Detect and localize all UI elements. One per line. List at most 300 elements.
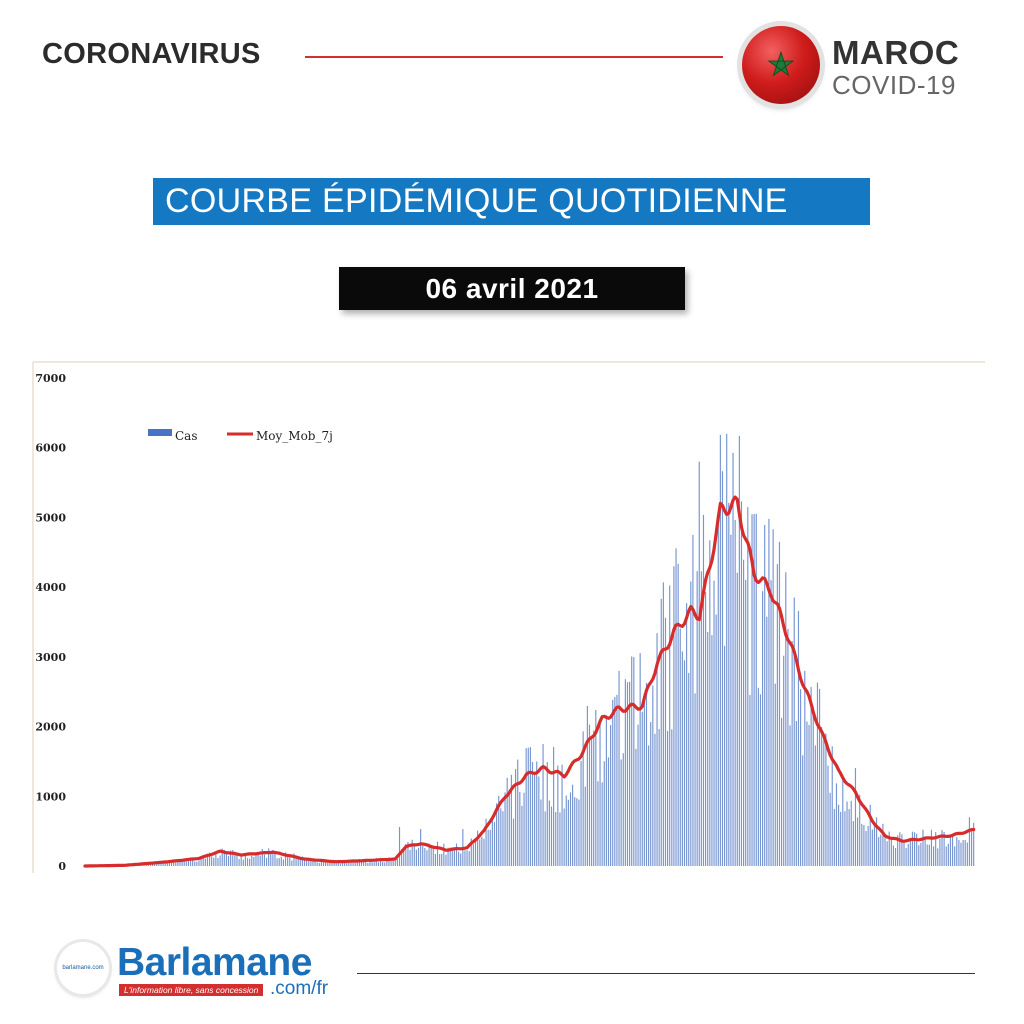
bar-daily-case — [239, 859, 240, 866]
bar-daily-case — [553, 747, 554, 866]
bar-daily-case — [865, 831, 866, 866]
bar-daily-case — [891, 839, 892, 866]
footer-tagline: L'information libre, sans concession — [119, 984, 263, 996]
bar-daily-case — [371, 862, 372, 866]
bar-daily-case — [823, 734, 824, 866]
bar-daily-case — [530, 747, 531, 866]
bar-daily-case — [768, 519, 769, 866]
bar-daily-case — [378, 862, 379, 866]
bar-daily-case — [762, 591, 763, 866]
bar-daily-case — [604, 761, 605, 866]
bar-daily-case — [173, 862, 174, 866]
bar-daily-case — [815, 745, 816, 866]
bar-daily-case — [279, 858, 280, 866]
bar-daily-case — [716, 615, 717, 866]
bar-daily-case — [156, 864, 157, 866]
bar-daily-case — [526, 748, 527, 866]
bar-daily-case — [608, 757, 609, 866]
bar-daily-case — [469, 851, 470, 866]
bar-daily-case — [787, 629, 788, 866]
bar-daily-case — [707, 632, 708, 866]
bar-daily-case — [880, 835, 881, 866]
bar-daily-case — [773, 529, 774, 866]
bar-daily-case — [925, 836, 926, 866]
bar-daily-case — [420, 829, 421, 866]
bar-daily-case — [386, 861, 387, 866]
bar-daily-case — [800, 689, 801, 866]
bar-daily-case — [918, 845, 919, 866]
bar-daily-case — [684, 660, 685, 866]
bar-daily-case — [914, 832, 915, 866]
bar-daily-case — [817, 683, 818, 866]
bar-daily-case — [851, 801, 852, 866]
footer-domain: .com/fr — [270, 978, 329, 999]
bar-daily-case — [274, 852, 275, 866]
bar-daily-case — [692, 535, 693, 866]
bar-daily-case — [811, 687, 812, 866]
bar-daily-case — [416, 850, 417, 866]
bar-daily-case — [825, 734, 826, 866]
bar-daily-case — [958, 840, 959, 866]
bar-daily-case — [954, 846, 955, 866]
bar-daily-case — [644, 693, 645, 866]
star-icon — [766, 50, 796, 80]
bar-daily-case — [857, 817, 858, 866]
bar-daily-case — [741, 501, 742, 866]
bar-daily-case — [863, 825, 864, 866]
bar-daily-case — [521, 806, 522, 866]
bar-daily-case — [443, 844, 444, 866]
bar-daily-case — [551, 807, 552, 866]
bar-daily-case — [277, 858, 278, 866]
bar-daily-case — [792, 641, 793, 866]
footer-brand: Barlamane — [117, 941, 312, 984]
bar-daily-case — [758, 688, 759, 866]
bar-daily-case — [545, 811, 546, 866]
bar-daily-case — [878, 837, 879, 866]
bar-daily-case — [618, 671, 619, 866]
bar-daily-case — [431, 846, 432, 866]
bar-daily-case — [775, 684, 776, 866]
bar-daily-case — [245, 856, 246, 866]
bar-daily-case — [384, 862, 385, 866]
bar-daily-case — [549, 800, 550, 866]
bar-daily-case — [832, 746, 833, 866]
bar-daily-case — [884, 836, 885, 866]
bar-daily-case — [217, 858, 218, 866]
bar-daily-case — [821, 727, 822, 866]
bar-daily-case — [781, 718, 782, 866]
bar-daily-case — [722, 471, 723, 866]
bar-daily-case — [243, 860, 244, 866]
bar-daily-case — [205, 859, 206, 866]
bar-daily-case — [494, 822, 495, 866]
bar-daily-case — [357, 862, 358, 866]
bar-daily-case — [211, 856, 212, 866]
bar-daily-case — [711, 635, 712, 866]
bar-daily-case — [743, 560, 744, 866]
bar-daily-case — [614, 697, 615, 866]
bar-daily-case — [445, 855, 446, 866]
bar-daily-case — [458, 852, 459, 866]
bar-daily-case — [747, 507, 748, 866]
bar-daily-case — [589, 725, 590, 866]
bar-daily-case — [654, 734, 655, 866]
bar-daily-case — [804, 671, 805, 866]
bar-daily-case — [895, 848, 896, 866]
bar-daily-case — [538, 777, 539, 866]
bar-daily-case — [281, 857, 282, 866]
bar-daily-case — [830, 793, 831, 866]
bar-daily-case — [574, 797, 575, 866]
bar-daily-case — [969, 817, 970, 866]
bar-daily-case — [665, 618, 666, 866]
bar-daily-case — [395, 861, 396, 866]
bar-daily-case — [956, 837, 957, 866]
bar-daily-case — [587, 706, 588, 866]
bar-daily-case — [602, 782, 603, 866]
bar-daily-case — [838, 805, 839, 866]
bar-daily-case — [901, 834, 902, 866]
bar-daily-case — [735, 520, 736, 866]
bar-daily-case — [561, 765, 562, 866]
bar-daily-case — [479, 839, 480, 866]
bar-daily-case — [846, 802, 847, 866]
morocco-flag-badge — [742, 26, 820, 104]
bar-daily-case — [948, 844, 949, 866]
bar-daily-case — [834, 809, 835, 866]
bar-daily-case — [728, 503, 729, 866]
bar-daily-case — [960, 843, 961, 866]
bar-daily-case — [194, 861, 195, 866]
bar-daily-case — [842, 775, 843, 866]
bar-daily-case — [646, 683, 647, 866]
bar-daily-case — [819, 689, 820, 866]
bar-daily-case — [327, 863, 328, 866]
bar-daily-case — [540, 799, 541, 866]
bar-daily-case — [939, 839, 940, 866]
y-tick-label: 5000 — [35, 511, 66, 525]
bar-daily-case — [319, 863, 320, 866]
date-label: 06 avril 2021 — [425, 272, 599, 304]
bar-daily-case — [547, 762, 548, 866]
bar-daily-case — [648, 745, 649, 866]
bar-daily-case — [682, 651, 683, 866]
bar-daily-case — [283, 859, 284, 866]
bar-daily-case — [783, 656, 784, 866]
bar-daily-case — [483, 839, 484, 866]
bar-daily-case — [836, 783, 837, 866]
bar-daily-case — [642, 712, 643, 866]
bar-daily-case — [266, 858, 267, 866]
brand-title: CORONAVIRUS — [42, 38, 261, 70]
epidemic-curve-chart — [30, 358, 990, 878]
bar-daily-case — [827, 766, 828, 866]
bar-daily-case — [637, 725, 638, 866]
bar-daily-case — [397, 859, 398, 866]
bar-daily-case — [855, 768, 856, 866]
bar-daily-case — [623, 753, 624, 866]
bar-daily-case — [220, 856, 221, 866]
bar-daily-case — [967, 843, 968, 866]
bar-daily-case — [802, 755, 803, 866]
bar-daily-case — [899, 832, 900, 866]
bar-daily-case — [481, 837, 482, 866]
bar-daily-case — [264, 854, 265, 866]
bar-daily-case — [340, 864, 341, 866]
logo-text: barlamane.com — [62, 965, 104, 971]
bar-daily-case — [439, 854, 440, 866]
bar-daily-case — [566, 796, 567, 866]
bar-daily-case — [749, 695, 750, 866]
bar-daily-case — [606, 715, 607, 866]
bar-daily-case — [433, 849, 434, 866]
bar-daily-case — [709, 540, 710, 866]
bar-daily-case — [699, 462, 700, 866]
bar-daily-case — [555, 812, 556, 866]
bar-daily-case — [534, 774, 535, 866]
bar-daily-case — [382, 862, 383, 866]
bar-daily-case — [570, 792, 571, 866]
bar-daily-case — [946, 846, 947, 866]
bar-daily-case — [893, 846, 894, 866]
bar-daily-case — [720, 435, 721, 866]
bar-daily-case — [612, 700, 613, 866]
bar-daily-case — [764, 525, 765, 866]
bar-daily-case — [849, 809, 850, 866]
bar-daily-case — [652, 686, 653, 866]
bar-daily-case — [289, 856, 290, 866]
bar-daily-case — [640, 653, 641, 866]
bar-daily-case — [175, 862, 176, 866]
bar-daily-case — [621, 759, 622, 866]
bar-daily-case — [475, 839, 476, 866]
bar-daily-case — [329, 863, 330, 866]
bar-daily-case — [745, 580, 746, 866]
bar-daily-case — [908, 844, 909, 866]
bar-daily-case — [633, 657, 634, 866]
bar-daily-case — [680, 628, 681, 866]
chart-title: COURBE ÉPIDÉMIQUE QUOTIDIENNE — [165, 182, 788, 220]
bar-daily-case — [509, 790, 510, 866]
bar-daily-case — [228, 856, 229, 866]
bar-daily-case — [798, 611, 799, 866]
bar-daily-case — [519, 792, 520, 866]
bar-daily-case — [667, 731, 668, 866]
bar-daily-case — [247, 858, 248, 866]
bar-daily-case — [760, 694, 761, 866]
bar-daily-case — [317, 862, 318, 866]
bar-daily-case — [517, 760, 518, 866]
bar-daily-case — [785, 572, 786, 866]
bar-daily-case — [868, 826, 869, 866]
bar-daily-case — [504, 792, 505, 866]
bar-daily-case — [777, 564, 778, 866]
bar-daily-case — [492, 820, 493, 866]
bar-daily-case — [625, 679, 626, 866]
legend-label-moy: Moy_Mob_7j — [256, 429, 333, 443]
y-tick-label: 7000 — [35, 372, 66, 385]
bar-daily-case — [167, 863, 168, 866]
bar-daily-case — [363, 862, 364, 866]
bar-daily-case — [813, 706, 814, 866]
bar-daily-case — [912, 832, 913, 866]
bar-daily-case — [568, 800, 569, 866]
bar-daily-case — [789, 725, 790, 866]
y-tick-label: 1000 — [35, 790, 66, 804]
bar-daily-case — [927, 845, 928, 866]
bar-daily-case — [794, 598, 795, 866]
bar-daily-case — [426, 850, 427, 866]
bar-daily-case — [572, 785, 573, 866]
bar-daily-case — [963, 840, 964, 866]
bar-daily-case — [418, 848, 419, 866]
bar-daily-case — [796, 721, 797, 866]
bar-daily-case — [513, 819, 514, 866]
bar-daily-case — [705, 592, 706, 866]
footer-rule — [357, 973, 975, 974]
bar-daily-case — [688, 673, 689, 866]
bar-daily-case — [874, 822, 875, 866]
bar-daily-case — [808, 725, 809, 866]
bar-daily-case — [950, 834, 951, 866]
bar-daily-case — [631, 656, 632, 866]
bar-daily-case — [756, 514, 757, 866]
y-tick-label: 0 — [58, 860, 66, 873]
bar-daily-case — [190, 860, 191, 866]
bar-daily-case — [490, 830, 491, 866]
bar-daily-case — [466, 850, 467, 866]
bar-daily-case — [203, 858, 204, 866]
bar-daily-case — [931, 830, 932, 866]
bar-daily-case — [635, 749, 636, 866]
bar-daily-case — [253, 857, 254, 866]
bar-daily-case — [859, 795, 860, 866]
bar-daily-case — [673, 566, 674, 866]
bar-daily-case — [367, 863, 368, 866]
bar-daily-case — [488, 830, 489, 866]
bar-daily-case — [718, 525, 719, 866]
daily-cases-bars — [87, 434, 975, 866]
title-banner — [153, 178, 870, 225]
bar-daily-case — [198, 860, 199, 866]
bar-daily-case — [922, 830, 923, 866]
bar-daily-case — [686, 603, 687, 866]
bar-daily-case — [844, 811, 845, 866]
bar-daily-case — [374, 862, 375, 866]
bar-daily-case — [726, 434, 727, 866]
bar-daily-case — [196, 862, 197, 866]
bar-daily-case — [580, 761, 581, 866]
bar-daily-case — [460, 854, 461, 866]
bar-daily-case — [659, 729, 660, 866]
bar-daily-case — [559, 812, 560, 866]
bar-daily-case — [251, 856, 252, 866]
bar-daily-case — [629, 682, 630, 866]
bar-daily-case — [564, 809, 565, 866]
bar-daily-case — [671, 729, 672, 866]
bar-daily-case — [861, 824, 862, 866]
bar-daily-case — [186, 861, 187, 866]
bar-daily-case — [937, 848, 938, 866]
bar-daily-case — [291, 861, 292, 866]
bar-daily-case — [403, 850, 404, 866]
bar-daily-case — [770, 580, 771, 866]
y-tick-label: 2000 — [35, 720, 66, 734]
bar-daily-case — [523, 793, 524, 866]
bar-daily-case — [737, 573, 738, 866]
bar-daily-case — [542, 744, 543, 866]
y-tick-label: 3000 — [35, 650, 66, 664]
bar-daily-case — [678, 564, 679, 866]
bar-daily-case — [929, 845, 930, 866]
bar-daily-case — [663, 582, 664, 866]
bar-daily-case — [703, 515, 704, 866]
legend-swatch-cas — [148, 429, 172, 436]
legend-label-cas: Cas — [175, 429, 198, 443]
bar-daily-case — [766, 617, 767, 866]
bar-daily-case — [576, 798, 577, 866]
bar-daily-case — [661, 599, 662, 866]
bar-daily-case — [532, 762, 533, 866]
bar-daily-case — [610, 725, 611, 866]
bar-daily-case — [597, 781, 598, 866]
country-name: MAROC — [832, 34, 960, 71]
bar-daily-case — [724, 646, 725, 866]
bar-daily-case — [906, 848, 907, 866]
bar-daily-case — [441, 854, 442, 866]
y-tick-label: 4000 — [35, 581, 66, 595]
bar-daily-case — [424, 848, 425, 866]
bar-daily-case — [872, 830, 873, 866]
barlamane-logo-icon — [57, 942, 109, 994]
bar-daily-case — [920, 843, 921, 866]
bar-daily-case — [456, 844, 457, 866]
bar-daily-case — [528, 748, 529, 866]
bar-daily-case — [213, 858, 214, 866]
bar-daily-case — [422, 846, 423, 866]
bar-daily-case — [779, 542, 780, 866]
bar-daily-case — [557, 766, 558, 866]
bar-daily-case — [435, 854, 436, 866]
bar-daily-case — [593, 731, 594, 866]
bar-daily-case — [690, 581, 691, 866]
bar-daily-case — [694, 693, 695, 866]
bar-daily-case — [323, 862, 324, 866]
bar-daily-case — [500, 808, 501, 866]
bar-daily-case — [585, 787, 586, 866]
bar-daily-case — [260, 856, 261, 866]
bar-daily-case — [464, 850, 465, 866]
bar-daily-case — [578, 800, 579, 866]
bar-daily-case — [965, 840, 966, 866]
y-tick-label: 6000 — [35, 441, 66, 455]
country-subtitle: COVID-19 — [832, 70, 956, 100]
bar-daily-case — [887, 841, 888, 866]
bar-daily-case — [304, 860, 305, 866]
chart-legend — [148, 429, 333, 443]
bar-daily-case — [502, 811, 503, 866]
bar-daily-case — [437, 842, 438, 866]
moving-average-line — [85, 497, 974, 866]
bar-daily-case — [414, 845, 415, 866]
bar-daily-case — [971, 831, 972, 866]
bar-daily-case — [258, 854, 259, 866]
y-axis — [35, 372, 66, 873]
bar-daily-case — [903, 840, 904, 866]
bar-daily-case — [616, 695, 617, 866]
bar-daily-case — [399, 827, 400, 866]
